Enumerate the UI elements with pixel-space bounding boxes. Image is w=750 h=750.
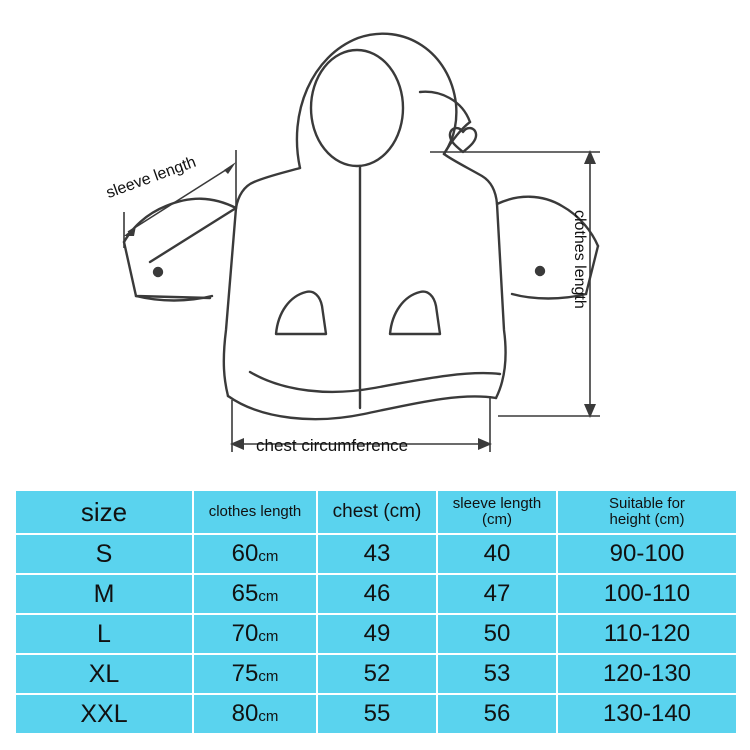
header-height-line2: height (cm) xyxy=(609,511,685,528)
cell-clothes-length xyxy=(193,574,317,614)
cell-sleeve: 40 xyxy=(437,534,557,574)
cell-height: 110-120 xyxy=(557,614,737,654)
table-row xyxy=(15,574,737,614)
header-suitable-height xyxy=(557,490,737,534)
header-clothes-length: clothes length xyxy=(193,490,317,534)
chest-circumference-dimension-label: chest circumference xyxy=(256,436,409,455)
clothes-length-dimension-label: clothes length xyxy=(571,210,588,309)
cell-chest: 43 xyxy=(317,534,437,574)
cell-sleeve: 56 xyxy=(437,694,557,734)
cell-height: 120-130 xyxy=(557,654,737,694)
cell-height: 100-110 xyxy=(557,574,737,614)
cell-chest: 49 xyxy=(317,614,437,654)
cell-sleeve: 53 xyxy=(437,654,557,694)
table-row xyxy=(15,654,737,694)
sleeve-length-dimension-label: sleeve length xyxy=(104,153,199,202)
cell-clothes-length xyxy=(193,534,317,574)
cell-sleeve: 50 xyxy=(437,614,557,654)
cell-clothes-length-value: 80 xyxy=(231,700,259,727)
cell-clothes-length-value: 60 xyxy=(231,540,259,567)
cell-clothes-length-unit: cm xyxy=(258,708,279,725)
cell-clothes-length xyxy=(193,614,317,654)
cell-clothes-length-unit: cm xyxy=(258,588,279,605)
cell-clothes-length-value: 75 xyxy=(231,660,259,687)
cell-clothes-length-unit: cm xyxy=(258,548,279,565)
cell-clothes-length xyxy=(193,654,317,694)
cell-sleeve: 47 xyxy=(437,574,557,614)
cell-size: S xyxy=(15,534,193,574)
table-header-row xyxy=(15,490,737,534)
table-row xyxy=(15,534,737,574)
header-sleeve-length xyxy=(437,490,557,534)
cell-clothes-length xyxy=(193,694,317,734)
header-height-line1: Suitable for xyxy=(609,494,685,512)
header-chest: chest (cm) xyxy=(317,490,437,534)
table-row xyxy=(15,614,737,654)
cell-size: L xyxy=(15,614,193,654)
cell-height: 90-100 xyxy=(557,534,737,574)
cell-clothes-length-value: 65 xyxy=(231,580,259,607)
cell-size: M xyxy=(15,574,193,614)
cell-chest: 55 xyxy=(317,694,437,734)
cell-size: XL xyxy=(15,654,193,694)
table-row xyxy=(15,694,737,734)
header-sleeve-line1: sleeve length xyxy=(452,494,542,512)
cell-clothes-length-unit: cm xyxy=(258,668,279,685)
header-sleeve-line2: (cm) xyxy=(482,511,512,528)
cell-clothes-length-value: 70 xyxy=(231,620,259,647)
cell-size: XXL xyxy=(15,694,193,734)
size-table xyxy=(14,489,738,735)
cell-height: 130-140 xyxy=(557,694,737,734)
cell-chest: 46 xyxy=(317,574,437,614)
header-size: size xyxy=(15,490,193,534)
cell-chest: 52 xyxy=(317,654,437,694)
cell-clothes-length-unit: cm xyxy=(258,628,279,645)
